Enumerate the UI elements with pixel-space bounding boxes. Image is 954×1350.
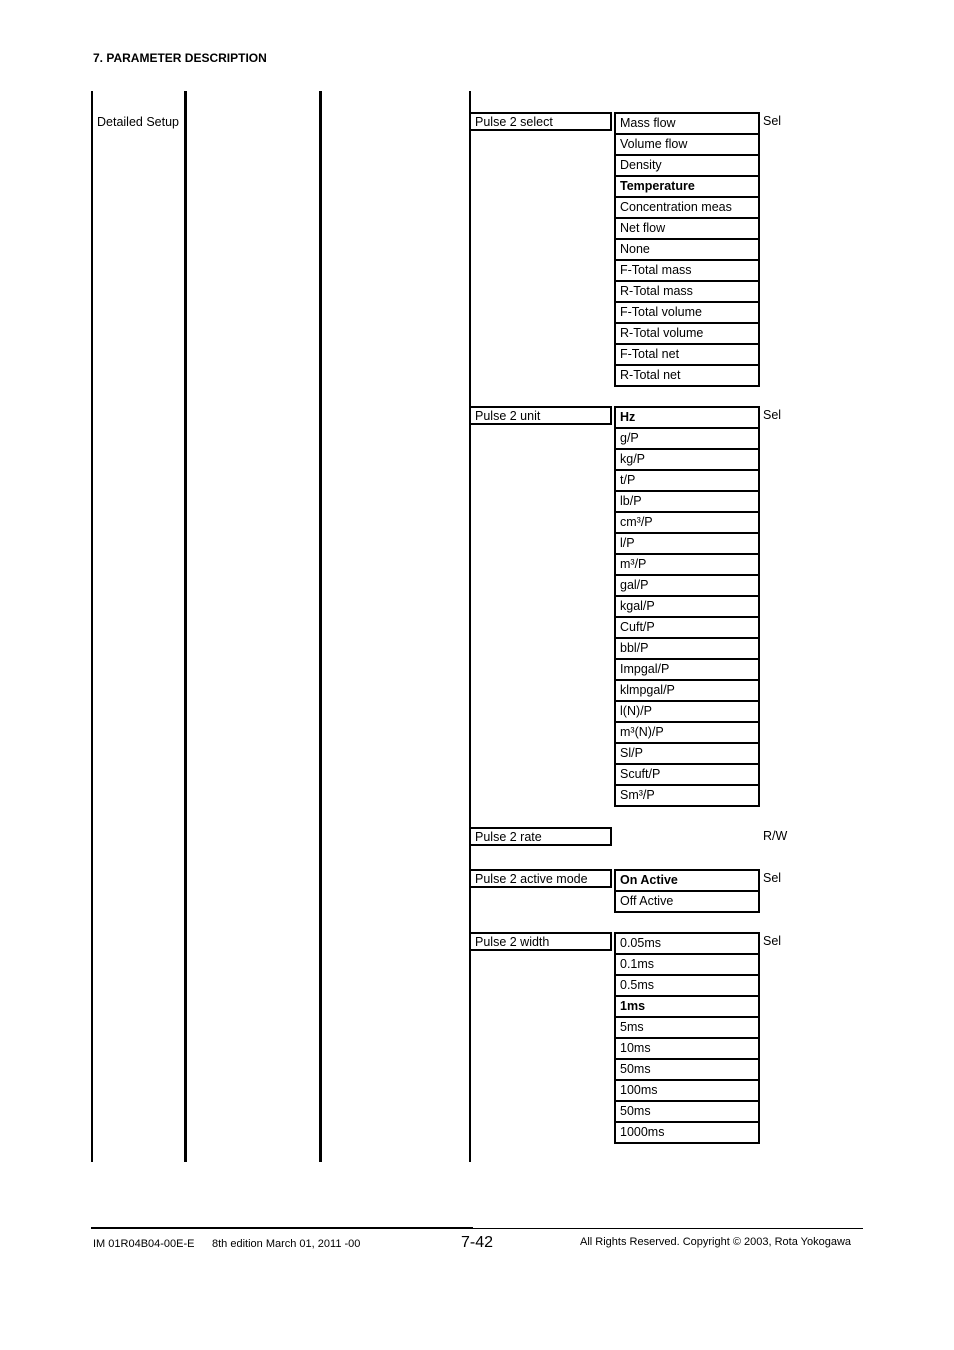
option-item: 100ms <box>614 1079 760 1100</box>
parameter-name: Pulse 2 select <box>471 112 612 131</box>
table-rule-4 <box>469 91 471 1162</box>
footer-rule-right <box>473 1228 863 1229</box>
option-item: cm³/P <box>614 511 760 532</box>
option-item: m³(N)/P <box>614 721 760 742</box>
option-item: Density <box>614 154 760 175</box>
access-type: Sel <box>763 871 782 885</box>
access-type: Sel <box>763 934 782 948</box>
option-item: t/P <box>614 469 760 490</box>
table-rule-2 <box>184 91 187 1162</box>
option-item: 0.5ms <box>614 974 760 995</box>
page-number: 7-42 <box>461 1234 494 1251</box>
option-item: 0.1ms <box>614 953 760 974</box>
option-item: 5ms <box>614 1016 760 1037</box>
parameter-name: Pulse 2 width <box>471 932 612 951</box>
option-item: None <box>614 238 760 259</box>
option-item: gal/P <box>614 574 760 595</box>
option-item: R-Total volume <box>614 322 760 343</box>
option-item: Concentration meas <box>614 196 760 217</box>
doc-id: IM 01R04B04-00E-E <box>93 1238 195 1250</box>
option-item: Impgal/P <box>614 658 760 679</box>
option-item: Net flow <box>614 217 760 238</box>
option-item: R-Total net <box>614 364 760 387</box>
copyright: All Rights Reserved. Copyright © 2003, Rota Yokogawa <box>580 1236 852 1248</box>
access-type: Sel <box>763 408 782 422</box>
option-item: Sl/P <box>614 742 760 763</box>
option-list <box>614 932 760 1144</box>
option-item: 1000ms <box>614 1121 760 1144</box>
option-default: Hz <box>614 406 760 427</box>
table-rule-3 <box>319 91 322 1162</box>
option-item: 50ms <box>614 1100 760 1121</box>
option-item: F-Total volume <box>614 301 760 322</box>
option-default: Temperature <box>614 175 760 196</box>
option-item: Sm³/P <box>614 784 760 807</box>
option-item: F-Total mass <box>614 259 760 280</box>
option-item: l(N)/P <box>614 700 760 721</box>
access-type: Sel <box>763 114 782 128</box>
menu-path-label: Detailed Setup <box>97 115 180 129</box>
option-item: bbl/P <box>614 637 760 658</box>
option-item: R-Total mass <box>614 280 760 301</box>
parameter-name: Pulse 2 active mode <box>471 869 612 888</box>
option-item: lb/P <box>614 490 760 511</box>
option-item: F-Total net <box>614 343 760 364</box>
option-list <box>614 406 760 807</box>
option-list <box>614 112 760 387</box>
option-item: Scuft/P <box>614 763 760 784</box>
edition: 8th edition March 01, 2011 -00 <box>212 1238 361 1250</box>
option-default: 1ms <box>614 995 760 1016</box>
option-item: g/P <box>614 427 760 448</box>
parameter-name: Pulse 2 unit <box>471 406 612 425</box>
access-type: R/W <box>763 829 788 843</box>
option-item: 0.05ms <box>614 932 760 953</box>
option-item: m³/P <box>614 553 760 574</box>
option-item: Volume flow <box>614 133 760 154</box>
section-title: 7. PARAMETER DESCRIPTION <box>93 51 267 65</box>
option-default: On Active <box>614 869 760 890</box>
option-item: Off Active <box>614 890 760 913</box>
option-list <box>614 869 760 913</box>
option-item: kg/P <box>614 448 760 469</box>
option-item: l/P <box>614 532 760 553</box>
option-item: Mass flow <box>614 112 760 133</box>
table-rule-1 <box>91 91 93 1162</box>
parameter-name: Pulse 2 rate <box>471 827 612 846</box>
option-item: Cuft/P <box>614 616 760 637</box>
option-item: 10ms <box>614 1037 760 1058</box>
option-item: klmpgal/P <box>614 679 760 700</box>
footer-rule-left <box>91 1227 473 1229</box>
option-item: kgal/P <box>614 595 760 616</box>
option-item: 50ms <box>614 1058 760 1079</box>
